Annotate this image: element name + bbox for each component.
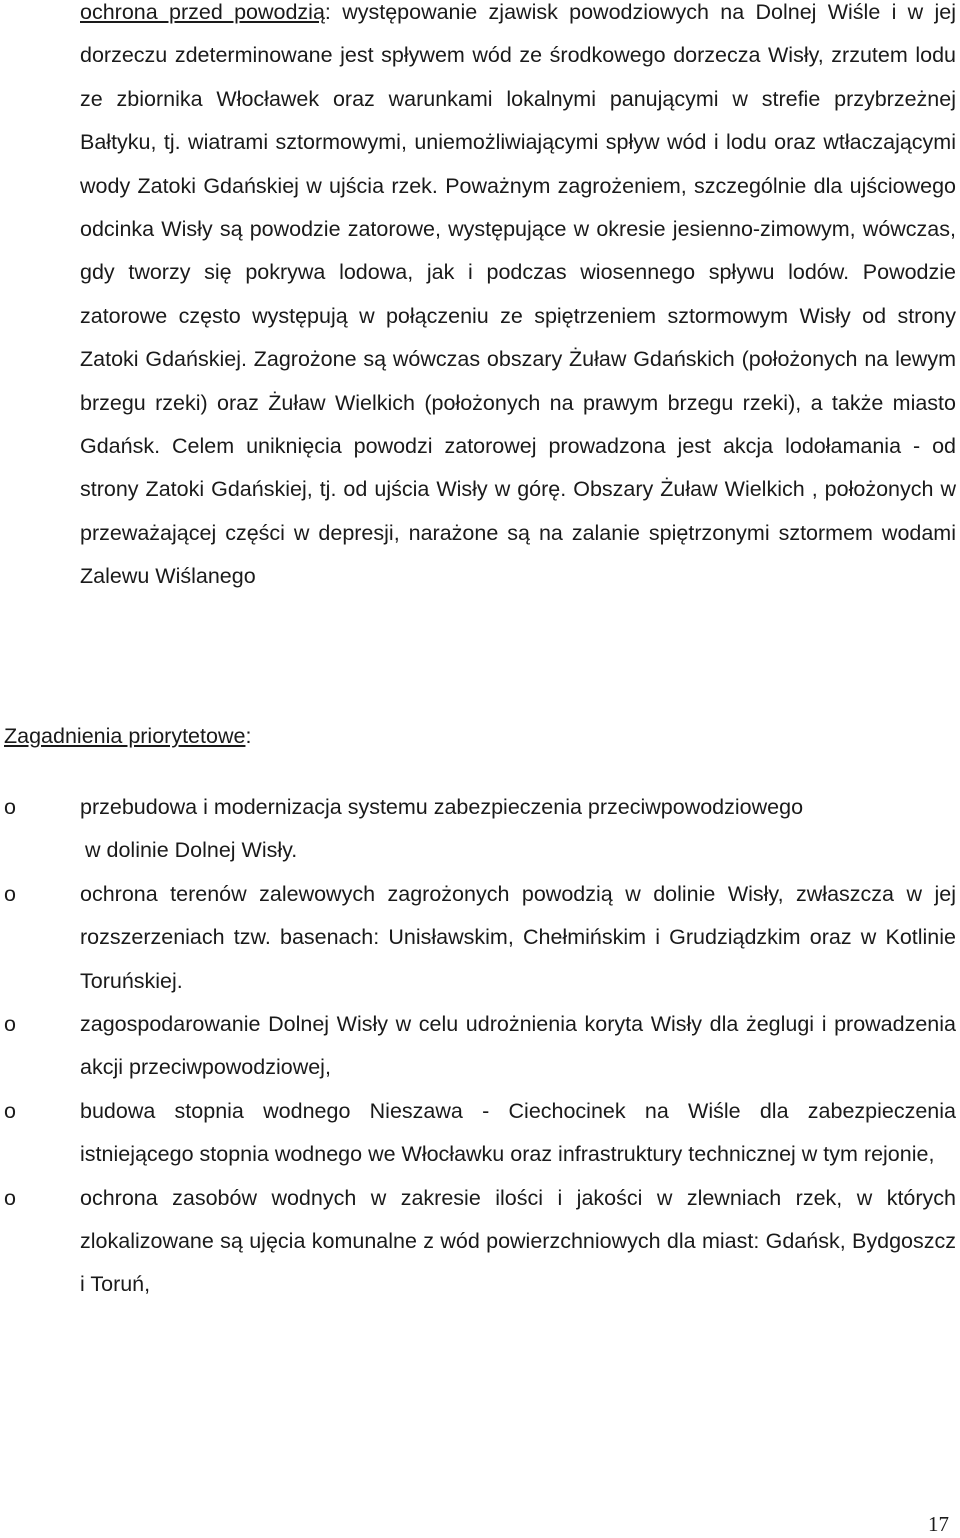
priorities-heading	[4, 715, 251, 758]
section-body-text: występowanie zjawisk powodziowych na Dolnej Wiśle i w jej dorzeczu zdeterminowane jest spływem wód ze środkowego dorzecza Wisły, zrzutem lodu ze zbiornika Włocławek oraz warunkami lokalnymi panującymi w strefie przybrzeżnej Bałtyku, tj. wiatrami sztormowymi, uniemożliwiającymi spływ wód i lodu oraz wtłaczającymi wody Zatoki Gdańskiej w ujścia rzek. Poważnym zagrożeniem, szczególnie dla ujściowego odcinka Wisły są powodzie zatorowe, występujące w okresie jesienno-zimowym, wówczas, gdy tworzy się pokrywa lodowa, jak i podczas wiosennego spływu lodów. Powodzie zatorowe często występują w połączeniu ze spiętrzeniem sztormowym Wisły od strony Zatoki Gdańskiej. Zagrożone są wówczas obszary Żuław Gdańskich (położonych na lewym brzegu rzeki) oraz Żuław Wielkich (położonych na prawym brzegu rzeki), a także miasto Gdańsk. Celem uniknięcia powodzi zatorowej prowadzona jest akcja lodołamania - od strony Zatoki Gdańskiej, tj. od ujścia Wisły w górę. Obszary Żuław Wielkich , położonych w przeważającej części w depresji, narażone są na zalanie spiętrzonymi sztormem wodami Zalewu Wiślanego	[80, 0, 956, 589]
list-item	[0, 1090, 960, 1177]
bullet-marker: o	[4, 1185, 16, 1210]
priorities-heading-colon: :	[245, 724, 252, 748]
bullet-marker: o	[4, 881, 16, 906]
list-item	[0, 1003, 960, 1090]
list-item-text	[80, 786, 956, 873]
list-item-text: ochrona zasobów wodnych w zakresie ilości i jakości w zlewniach rzek, w których zlokalizowane są ujęcia komunalne z wód powierzchniowych dla miast: Gdańsk, Bydgoszcz i Toruń,	[80, 1185, 956, 1297]
list-item-text: zagospodarowanie Dolnej Wisły w celu udrożnienia koryta Wisły dla żeglugi i prowadzenia akcji przeciwpowodziowej,	[80, 1012, 956, 1080]
list-item-line: przebudowa i modernizacja systemu zabezpieczenia przeciwpowodziowego	[80, 795, 804, 819]
page-number: 17	[928, 1512, 949, 1536]
list-item-text: budowa stopnia wodnego Nieszawa - Ciechocinek na Wiśle dla zabezpieczenia istniejącego stopnia wodnego we Włocławku oraz infrastruktury technicznej w tym rejonie,	[80, 1098, 956, 1167]
priorities-heading-text: Zagadnienia priorytetowe	[4, 724, 246, 748]
priorities-list	[0, 786, 960, 1307]
section-label: ochrona przed powodzią	[80, 0, 325, 24]
list-item-text: ochrona terenów zalewowych zagrożonych powodzią w dolinie Wisły, zwłaszcza w jej rozszerzeniach tzw. basenach: Unisławskim, Chełmińskim i Grudziądzkim oraz w Kotlinie Toruńskiej.	[80, 881, 956, 993]
list-item-line: w dolinie Dolnej Wisły.	[85, 838, 298, 863]
list-item	[0, 873, 960, 1003]
list-item	[0, 1177, 960, 1307]
bullet-marker: o	[4, 1098, 16, 1123]
bullet-marker: o	[4, 795, 16, 819]
list-item	[0, 786, 960, 873]
section-label-colon: :	[324, 0, 331, 24]
flood-protection-paragraph	[80, 0, 956, 599]
bullet-marker: o	[4, 1012, 16, 1037]
